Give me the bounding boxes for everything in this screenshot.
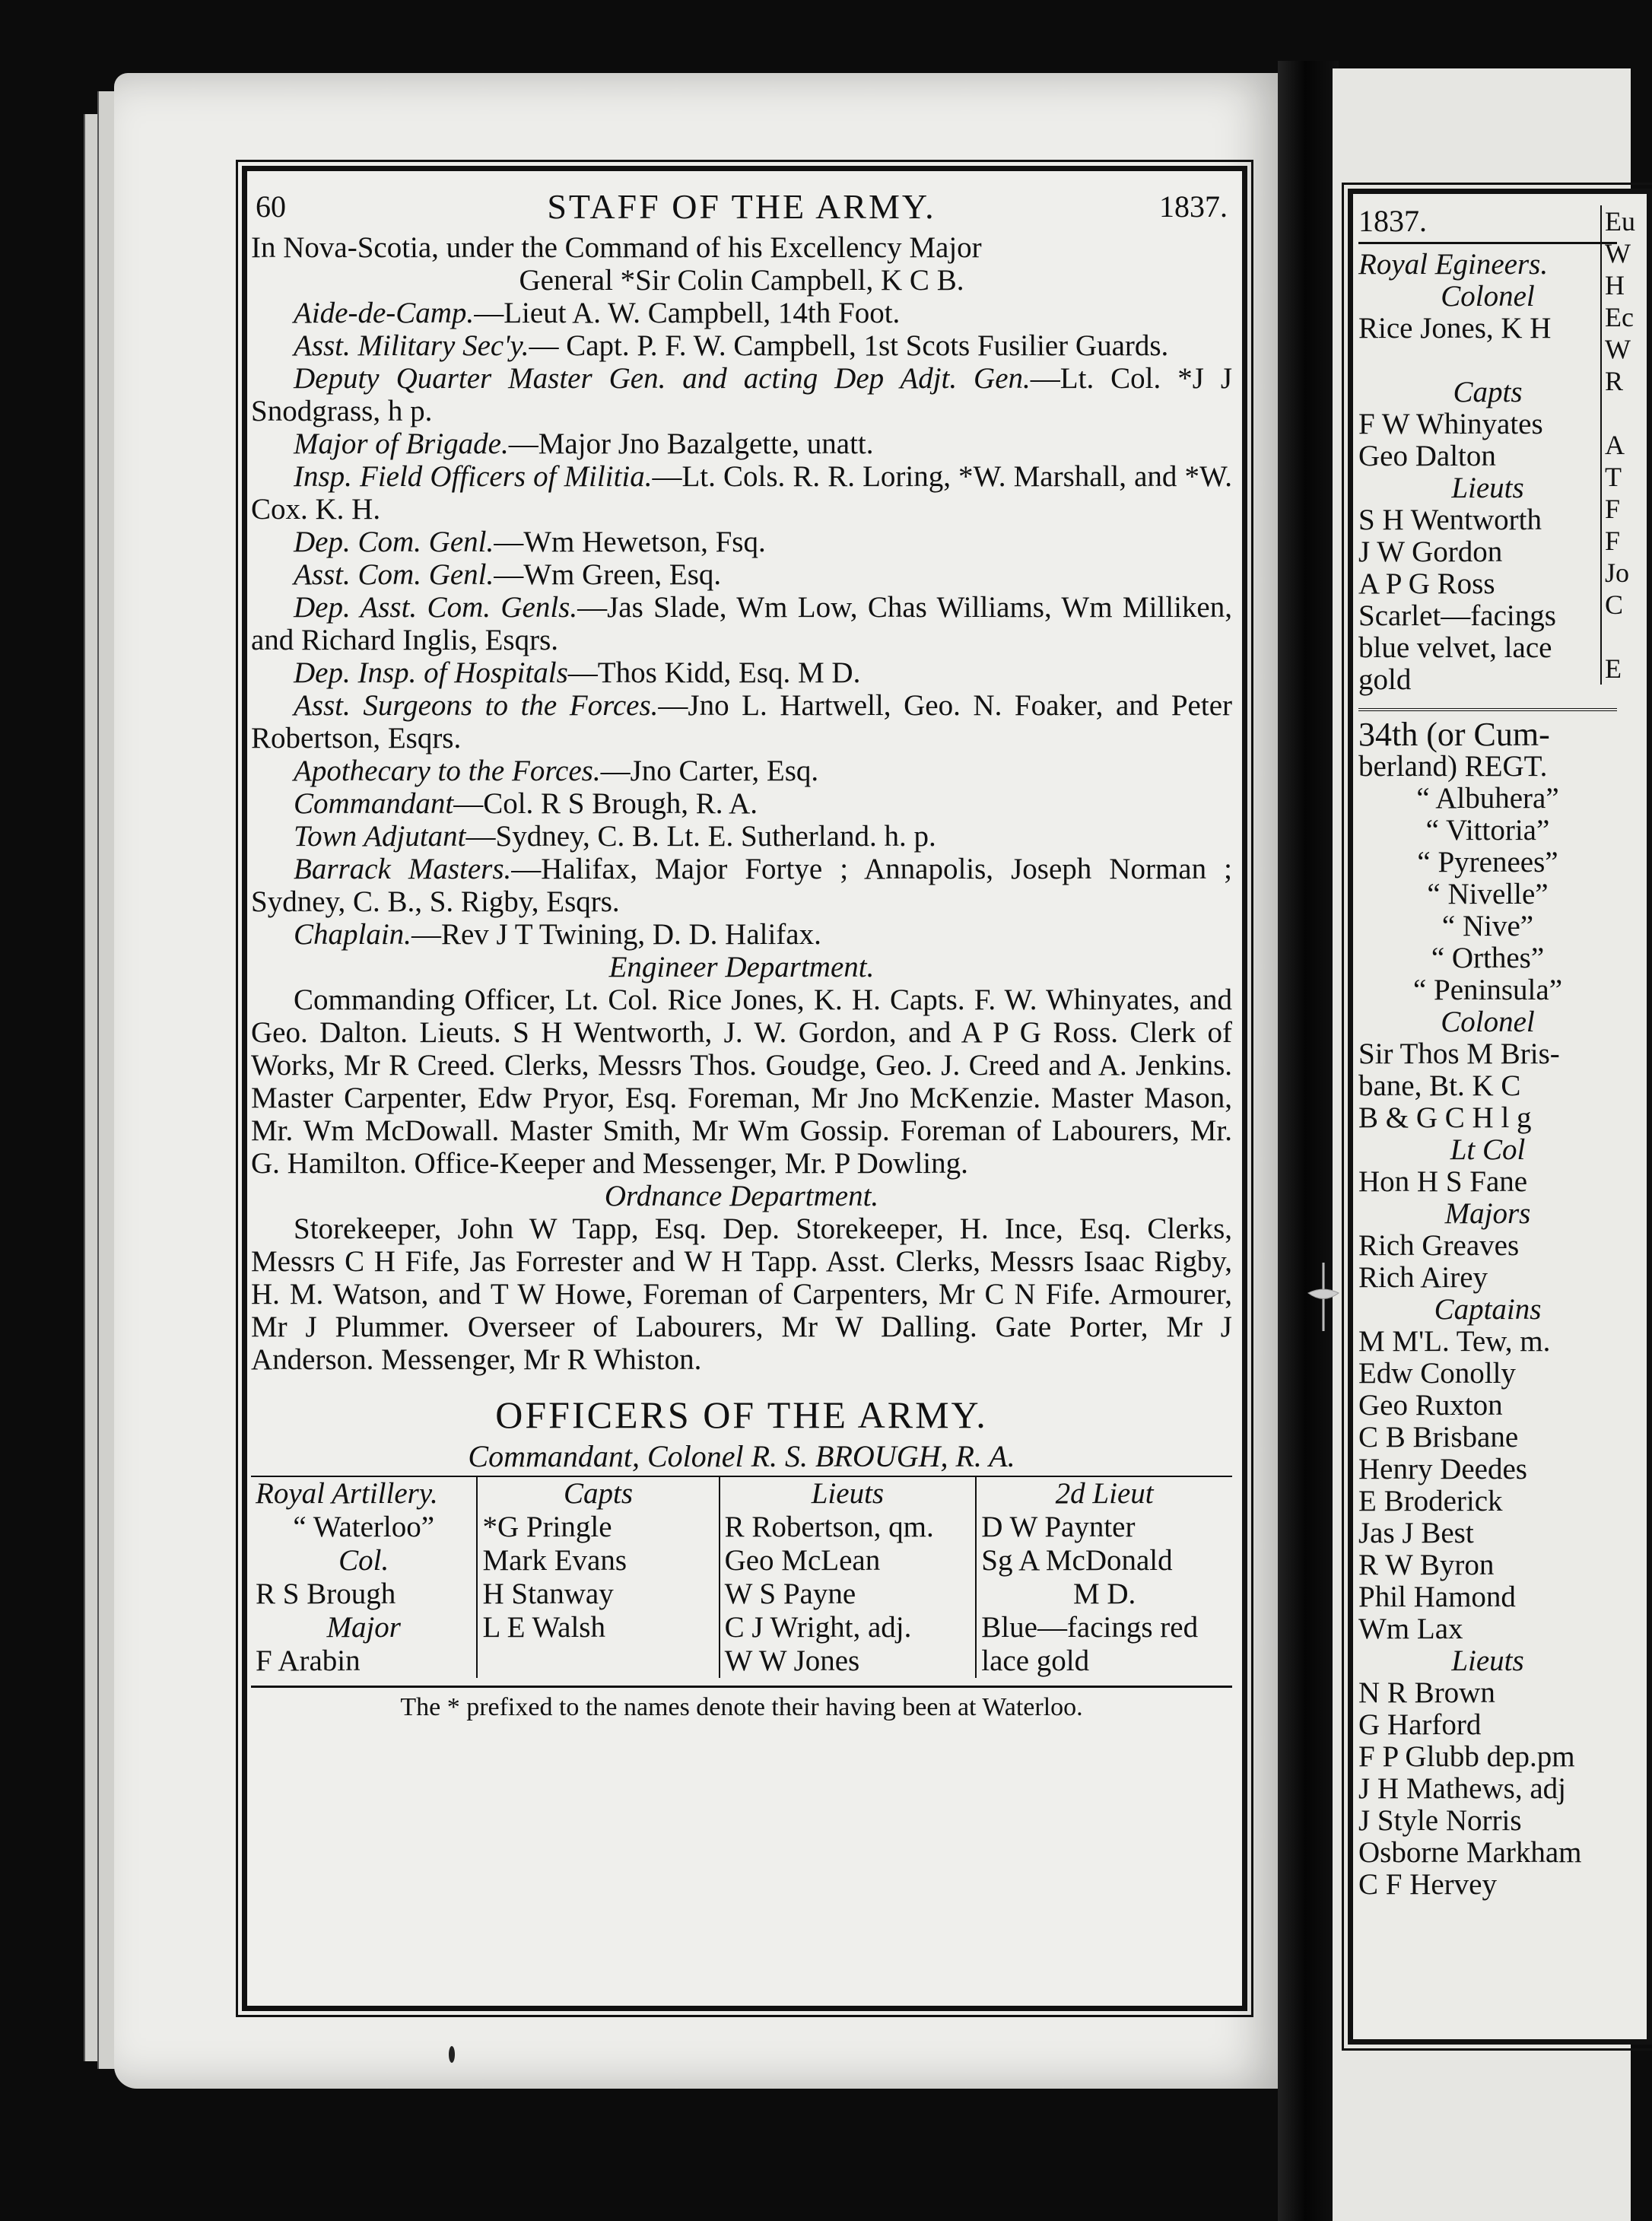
uniform-description: Scarlet—facings	[1358, 599, 1556, 632]
officer-name: F W Whinyates	[1358, 408, 1543, 440]
edge-letter: F	[1605, 526, 1621, 556]
edge-letter	[1605, 621, 1635, 653]
column-heading: 2d Lieut	[1055, 1477, 1154, 1510]
battle-honour: “ Albuhera”	[1416, 782, 1559, 815]
rank-label: Col.	[338, 1544, 389, 1577]
right-page-column	[1358, 205, 1617, 1901]
officer-name: Sir Thos M Bris-	[1358, 1037, 1560, 1070]
staff-entry: Deputy Quarter Master Gen. and acting Dep Adjt. Gen.—Lt. Col. *J J Snodgrass, h p.	[251, 362, 1232, 427]
officer-name: Hon H S Fane	[1358, 1165, 1528, 1198]
staff-entry: Asst. Com. Genl.—Wm Green, Esq.	[294, 558, 722, 591]
uniform-description: gold	[1358, 663, 1412, 696]
intro-line: General *Sir Colin Campbell, K C B.	[519, 264, 964, 297]
officer-name: Phil Hamond	[1358, 1581, 1516, 1613]
intro-line: In Nova-Scotia, under the Command of his Excellency Major	[251, 231, 982, 264]
officer-name: J H Mathews, adj	[1358, 1772, 1566, 1805]
officer-name: J Style Norris	[1358, 1804, 1522, 1837]
officer-name: Rice Jones, K H	[1358, 312, 1552, 345]
officer-name: F Arabin	[256, 1644, 361, 1677]
page-title: STAFF OF THE ARMY.	[547, 187, 936, 226]
rank-label: Majors	[1444, 1197, 1531, 1230]
officers-of-the-army-title: OFFICERS OF THE ARMY.	[495, 1393, 988, 1436]
staff-entry: Aide-de-Camp.—Lieut A. W. Campbell, 14th Foot.	[294, 297, 901, 329]
officer-name: Geo Dalton	[1358, 440, 1496, 472]
battle-honour: “ Waterloo”	[293, 1511, 435, 1543]
regiment-heading: berland) REGT.	[1358, 750, 1548, 783]
officer-name: C J Wright, adj.	[724, 1611, 912, 1644]
officer-name: Osborne Markham	[1358, 1836, 1582, 1869]
ordnance-department-heading: Ordnance Department.	[604, 1180, 879, 1212]
page-year: 1837.	[1159, 189, 1228, 224]
regiment-heading: 34th (or Cum-	[1358, 716, 1550, 753]
staff-entry: Town Adjutant—Sydney, C. B. Lt. E. Sutherland. h. p.	[294, 820, 936, 853]
battle-honour: “ Nivelle”	[1427, 878, 1549, 910]
table-column	[251, 1477, 478, 1678]
staff-entry: Chaplain.—Rev J T Twining, D. D. Halifax.	[294, 918, 821, 951]
uniform-description: Blue—facings red	[981, 1611, 1199, 1644]
battle-honour: “ Orthes”	[1431, 942, 1545, 974]
officer-name: W S Payne	[724, 1578, 856, 1610]
edge-letter: Eu	[1605, 206, 1635, 237]
officer-name: W W Jones	[724, 1644, 860, 1677]
staff-entry: Dep. Asst. Com. Genls.—Jas Slade, Wm Low, Chas Williams, Wm Milliken, and Richard Inglis, Esqrs.	[251, 591, 1232, 656]
edge-letter: W	[1605, 334, 1631, 364]
staff-entry: Dep. Com. Genl.—Wm Hewetson, Fsq.	[294, 526, 766, 558]
officer-name: Edw Conolly	[1358, 1357, 1516, 1390]
royal-artillery-table	[251, 1476, 1232, 1678]
battle-honour: “ Pyrenees”	[1417, 846, 1558, 879]
officer-name: C B Brisbane	[1358, 1421, 1519, 1454]
rank-label: Lieuts	[1451, 1644, 1524, 1677]
officer-name: A P G Ross	[1358, 567, 1495, 600]
officer-name: Henry Deedes	[1358, 1453, 1527, 1485]
34th-regiment-list	[1358, 716, 1617, 1901]
officer-name: Jas J Best	[1358, 1517, 1474, 1549]
uniform-description: blue velvet, lace	[1358, 631, 1552, 664]
staff-entry: Dep. Insp. of Hospitals—Thos Kidd, Esq. M D.	[294, 656, 861, 689]
book-gutter	[1278, 61, 1339, 2221]
rank-label: Captains	[1434, 1293, 1542, 1326]
officer-name: F P Glubb dep.pm	[1358, 1740, 1575, 1773]
officer-name: G Harford	[1358, 1708, 1482, 1741]
officer-name: Rich Airey	[1358, 1261, 1488, 1294]
officers-commandant: Commandant, Colonel R. S. BROUGH, R. A.	[468, 1439, 1015, 1473]
staff-entry: Commandant—Col. R S Brough, R. A.	[294, 787, 758, 820]
battle-honour: “ Nive”	[1441, 910, 1534, 942]
staff-entry: Insp. Field Officers of Militia.—Lt. Cols. R. R. Loring, *W. Marshall, and *W. Cox. K. H.	[251, 460, 1232, 526]
ink-smudge	[449, 2046, 455, 2063]
page-number: 60	[256, 189, 286, 224]
officer-name: D W Paynter	[981, 1511, 1136, 1543]
page-header	[251, 189, 1232, 231]
engineer-department-heading: Engineer Department.	[608, 951, 875, 983]
rank-label: Colonel	[1441, 280, 1535, 313]
staff-entry: Asst. Surgeons to the Forces.—Jno L. Hartwell, Geo. N. Foaker, and Peter Robertson, Esqrs.	[251, 689, 1233, 755]
officer-name: S H Wentworth	[1358, 504, 1542, 536]
waterloo-footnote: The * prefixed to the names denote their having been at Waterloo.	[251, 1686, 1232, 1724]
right-page-edge-column	[1600, 205, 1635, 685]
officer-suffix: M D.	[1072, 1578, 1136, 1610]
table-column	[720, 1477, 977, 1678]
rank-label: Lt Col	[1450, 1133, 1526, 1166]
staff-entries	[251, 297, 1232, 951]
edge-letter: E	[1605, 653, 1622, 684]
edge-letter: T	[1605, 462, 1622, 492]
officer-name: R Robertson, qm.	[724, 1511, 934, 1543]
edge-letter: F	[1605, 494, 1621, 524]
battle-honour: “ Peninsula”	[1412, 974, 1563, 1006]
edge-letter: Ec	[1605, 302, 1634, 332]
officer-name: Mark Evans	[482, 1544, 627, 1577]
officer-name: *G Pringle	[482, 1511, 612, 1543]
binding-thread-icon	[1301, 1263, 1346, 1331]
staff-entry: Major of Brigade.—Major Jno Bazalgette, unatt.	[294, 427, 874, 460]
officer-name: N R Brown	[1358, 1676, 1495, 1709]
officer-name: C F Hervey	[1358, 1868, 1497, 1901]
officer-name: Sg A McDonald	[981, 1544, 1173, 1577]
edge-letter: Jo	[1605, 558, 1630, 588]
rank-label: Major	[326, 1611, 401, 1644]
staff-of-the-army-page	[251, 189, 1232, 1999]
officer-name: J W Gordon	[1358, 535, 1503, 568]
officer-name: R W Byron	[1358, 1549, 1495, 1581]
officer-name: M M'L. Tew, m.	[1358, 1325, 1551, 1358]
rank-label: Colonel	[1441, 1006, 1535, 1038]
table-column	[478, 1477, 720, 1678]
officer-name: Rich Greaves	[1358, 1229, 1520, 1262]
officer-name: Wm Lax	[1358, 1613, 1463, 1645]
officer-name: Geo McLean	[724, 1544, 881, 1577]
ordnance-department-text: Storekeeper, John W Tapp, Esq. Dep. Storekeeper, H. Ince, Esq. Clerks, Messrs C H Fife, Jas Forrester and W H Tapp. Asst. Clerks, Messrs Isaac Rigby, H. M. Watson, and T W Howe, Foreman of Carpenters, Mr C N Fife. Armourer, Mr J Plummer. Overseer of Labourers, Mr W Dalling. Gate Porter, Mr J Anderson. Messenger, Mr R Whiston.	[251, 1212, 1232, 1376]
column-heading: Capts	[564, 1477, 634, 1510]
officer-name: B & G C H l g	[1358, 1101, 1532, 1134]
officer-name: bane, Bt. K C	[1358, 1069, 1521, 1102]
column-heading: Royal Artillery.	[256, 1477, 438, 1510]
staff-entry: Apothecary to the Forces.—Jno Carter, Esq.	[294, 755, 819, 787]
battle-honour: “ Vittoria”	[1425, 814, 1550, 847]
uniform-description: lace gold	[981, 1644, 1090, 1677]
engineer-department-text: Commanding Officer, Lt. Col. Rice Jones, K. H. Capts. F. W. Whinyates, and Geo. Dalton. Lieuts. S H Wentworth, J. W. Gordon, and A P G Ross. Clerk of Works, Mr R Creed. Clerks, Messrs Thos. Goudge, Geo. J. Creed and A. Jenkins. Master Carpenter, Edw Pryor, Esq. Foreman, Mr Jno McKenzie. Master Mason, Mr. Wm McDowall. Master Smith, Mr Wm Gossip. Foreman of Labourers, Mr. G. Hamilton. Office-Keeper and Messenger, Mr. P Dowling.	[251, 983, 1232, 1180]
officer-name: E Broderick	[1358, 1485, 1503, 1517]
officer-name: R S Brough	[256, 1578, 396, 1610]
staff-entry: Asst. Military Sec'y.— Capt. P. F. W. Campbell, 1st Scots Fusilier Guards.	[294, 329, 1169, 362]
rank-label: Lieuts	[1451, 472, 1524, 504]
officer-name: Geo Ruxton	[1358, 1389, 1503, 1422]
column-heading: Lieuts	[811, 1477, 885, 1510]
staff-entry: Barrack Masters.—Halifax, Major Fortye ; Annapolis, Joseph Norman ; Sydney, C. B., S. Rigby, Esqrs.	[251, 853, 1232, 918]
edge-letter: C	[1605, 589, 1624, 620]
table-column	[977, 1477, 1232, 1678]
officer-name: H Stanway	[482, 1578, 614, 1610]
edge-letter: R	[1605, 366, 1624, 396]
officer-name: L E Walsh	[482, 1611, 605, 1644]
edge-letter: A	[1605, 430, 1625, 460]
rank-label: Capts	[1453, 376, 1523, 408]
edge-letter: H	[1605, 270, 1625, 300]
regiment-heading: Royal Egineers.	[1358, 248, 1549, 281]
edge-letter: W	[1605, 238, 1631, 268]
edge-letter	[1605, 397, 1635, 429]
right-page-year: 1837.	[1358, 204, 1427, 238]
